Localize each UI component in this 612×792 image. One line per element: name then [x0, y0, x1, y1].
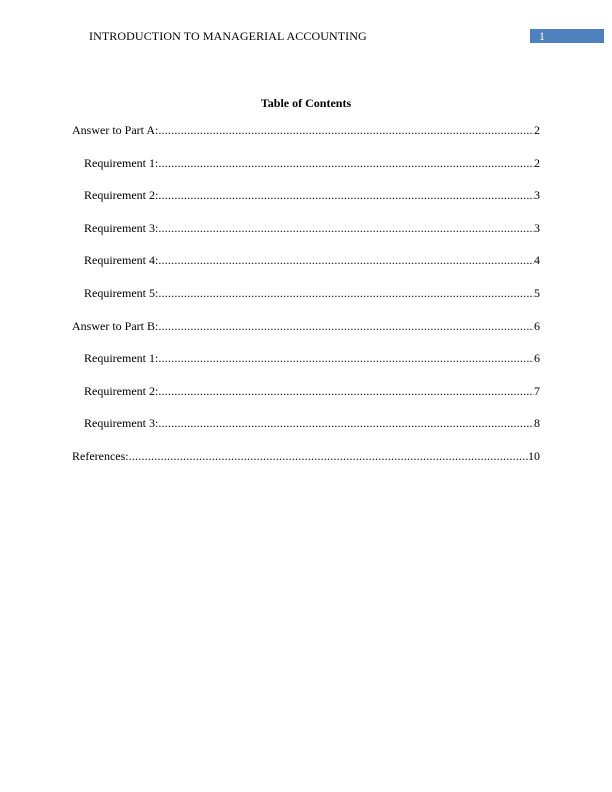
toc-entry-a-requirement-4[interactable] [72, 253, 540, 286]
toc-entry-label: Requirement 1: [84, 351, 159, 366]
dot-leader [158, 384, 534, 398]
dot-leader [158, 286, 534, 300]
toc-entry-page: 6 [534, 351, 540, 366]
toc-entry-page: 2 [534, 123, 540, 137]
running-header-title: INTRODUCTION TO MANAGERIAL ACCOUNTING [89, 29, 367, 43]
toc-entry-page: 3 [534, 220, 540, 235]
toc-entry-part-a[interactable] [72, 123, 540, 156]
dot-leader [158, 123, 534, 137]
toc-entry-b-requirement-3[interactable] [72, 416, 540, 449]
toc-entry-label: Requirement 3: [84, 416, 159, 431]
toc-entry-label: Requirement 5: [84, 285, 159, 300]
toc-heading: Table of Contents [260, 96, 352, 110]
toc-entry-label: Requirement 4: [84, 253, 159, 268]
toc-entry-label: Requirement 2: [84, 188, 159, 203]
toc-entry-page: 8 [534, 416, 540, 431]
toc-entry-page: 2 [534, 155, 540, 170]
toc-entry-a-requirement-5[interactable] [72, 286, 540, 319]
page-number-badge: 1 [530, 29, 604, 43]
toc-entry-references[interactable] [72, 449, 540, 482]
toc-entry-page: 4 [534, 253, 540, 268]
toc-entry-page: 3 [534, 188, 540, 203]
toc-entry-part-b[interactable] [72, 319, 540, 352]
toc-entry-label: Answer to Part A: [72, 123, 159, 137]
toc-entry-label: Answer to Part B: [72, 318, 159, 333]
dot-leader [158, 351, 534, 365]
dot-leader [158, 221, 534, 235]
dot-leader [158, 253, 534, 267]
toc-entry-page: 6 [534, 318, 540, 333]
toc-entry-page: 5 [534, 285, 540, 300]
toc-entry-a-requirement-1[interactable] [72, 156, 540, 189]
table-of-contents [72, 123, 540, 482]
toc-entry-a-requirement-3[interactable] [72, 221, 540, 254]
toc-entry-label: References: [72, 448, 129, 463]
dot-leader [158, 319, 534, 333]
dot-leader [158, 156, 534, 170]
toc-entry-page: 7 [534, 383, 540, 398]
dot-leader [158, 188, 534, 202]
dot-leader [158, 416, 534, 430]
toc-entry-page: 10 [528, 448, 540, 463]
toc-entry-label: Requirement 3: [84, 220, 159, 235]
toc-entry-b-requirement-2[interactable] [72, 384, 540, 417]
toc-entry-label: Requirement 1: [84, 155, 159, 170]
toc-entry-b-requirement-1[interactable] [72, 351, 540, 384]
toc-entry-label: Requirement 2: [84, 383, 159, 398]
dot-leader [129, 449, 528, 463]
toc-entry-a-requirement-2[interactable] [72, 188, 540, 221]
